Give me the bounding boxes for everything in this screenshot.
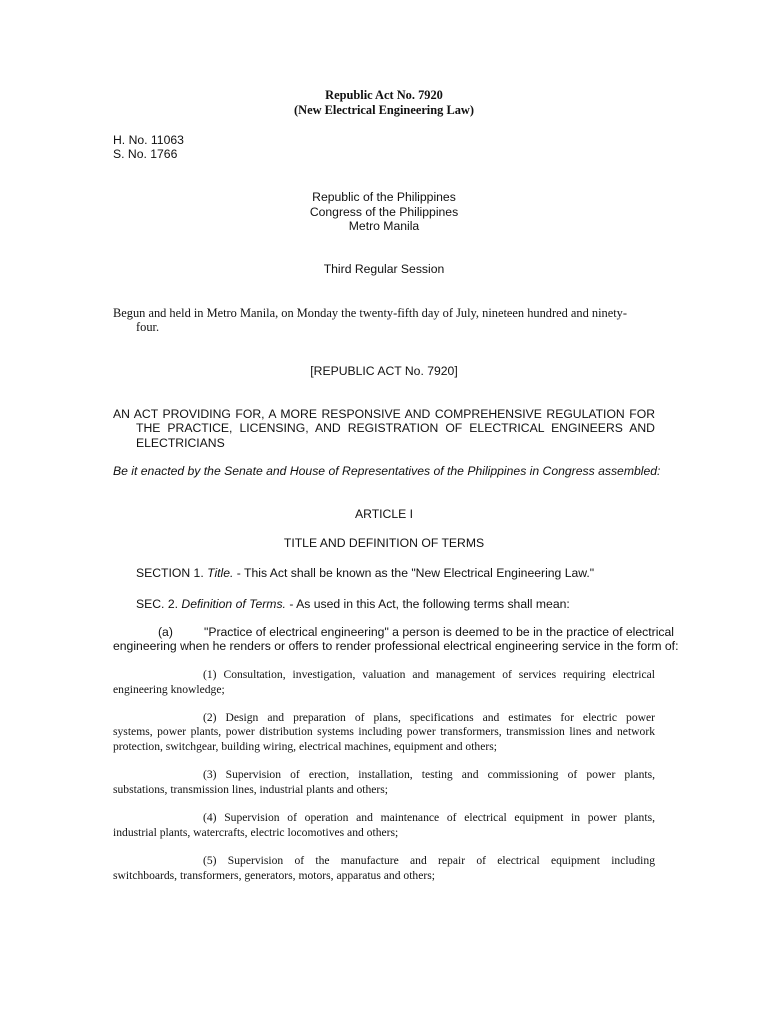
congress-name: Congress of the Philippines	[309, 205, 459, 219]
section-1-text: - This Act shall be known as the "New Electrical Engineering Law."	[233, 566, 595, 580]
section-1	[136, 566, 594, 580]
senate-bill-number: S. No. 1766	[113, 147, 178, 161]
section-2-title: Definition of Terms.	[181, 597, 286, 611]
article-heading: ARTICLE I	[354, 507, 414, 521]
country-name: Republic of the Philippines	[312, 190, 456, 204]
act-title-line-3: ELECTRICIANS	[136, 436, 225, 450]
item-3-rest: substations, transmission lines, industrial plants and others;	[113, 783, 389, 796]
item-a-line-1: "Practice of electrical engineering" a person is deemed to be in the practice of electrical	[204, 625, 674, 639]
item-1-rest: engineering knowledge;	[113, 683, 225, 696]
item-5-rest: switchboards, transformers, generators, motors, apparatus and others;	[113, 869, 435, 882]
section-2	[136, 597, 570, 611]
item-a-label: (a)	[158, 625, 173, 639]
act-title-line-1: AN ACT PROVIDING FOR, A MORE RESPONSIVE AND COMPREHENSIVE REGULATION FOR	[113, 407, 655, 421]
begun-statement-line-2: four.	[136, 320, 160, 334]
act-title-line-2: THE PRACTICE, LICENSING, AND REGISTRATION OF ELECTRICAL ENGINEERS AND	[136, 421, 655, 435]
item-3-line-1: (3) Supervision of erection, installation, testing and commissioning of power plants,	[203, 768, 655, 781]
section-2-label: SEC. 2.	[136, 597, 182, 611]
article-title: TITLE AND DEFINITION OF TERMS	[283, 536, 485, 550]
house-bill-number: H. No. 11063	[113, 133, 184, 147]
act-reference: [REPUBLIC ACT No. 7920]	[310, 364, 458, 378]
item-2-line-1: (2) Design and preparation of plans, specifications and estimates for electric power	[203, 711, 655, 724]
item-5-line-1: (5) Supervision of the manufacture and repair of electrical equipment including	[203, 854, 655, 867]
item-a-line-2: engineering when he renders or offers to render professional electrical engineering service in the form of:	[113, 639, 679, 653]
city-name: Metro Manila	[348, 219, 420, 233]
item-4-line-1: (4) Supervision of operation and maintenance of electrical equipment in power plants,	[203, 811, 655, 824]
session-name: Third Regular Session	[323, 262, 445, 276]
document-subtitle: (New Electrical Engineering Law)	[294, 103, 474, 117]
item-1-line-1: (1) Consultation, investigation, valuation and management of services requiring electrical	[203, 668, 655, 681]
item-2-rest: systems, power plants, power distribution systems including power transformers, transmission lines and network protection, switchgear, building wiring, electrical machines, equipment and others;	[113, 725, 655, 753]
section-1-label: SECTION 1.	[136, 566, 208, 580]
document-title: Republic Act No. 7920	[325, 88, 443, 102]
section-1-title: Title.	[207, 566, 234, 580]
item-4-rest: industrial plants, watercrafts, electric locomotives and others;	[113, 826, 399, 839]
begun-statement-line-1: Begun and held in Metro Manila, on Monday the twenty-fifth day of July, nineteen hundred and ninety-	[113, 306, 627, 320]
enacting-clause: Be it enacted by the Senate and House of Representatives of the Philippines in Congress assembled:	[113, 464, 661, 478]
section-2-text: - As used in this Act, the following terms shall mean:	[285, 597, 570, 611]
